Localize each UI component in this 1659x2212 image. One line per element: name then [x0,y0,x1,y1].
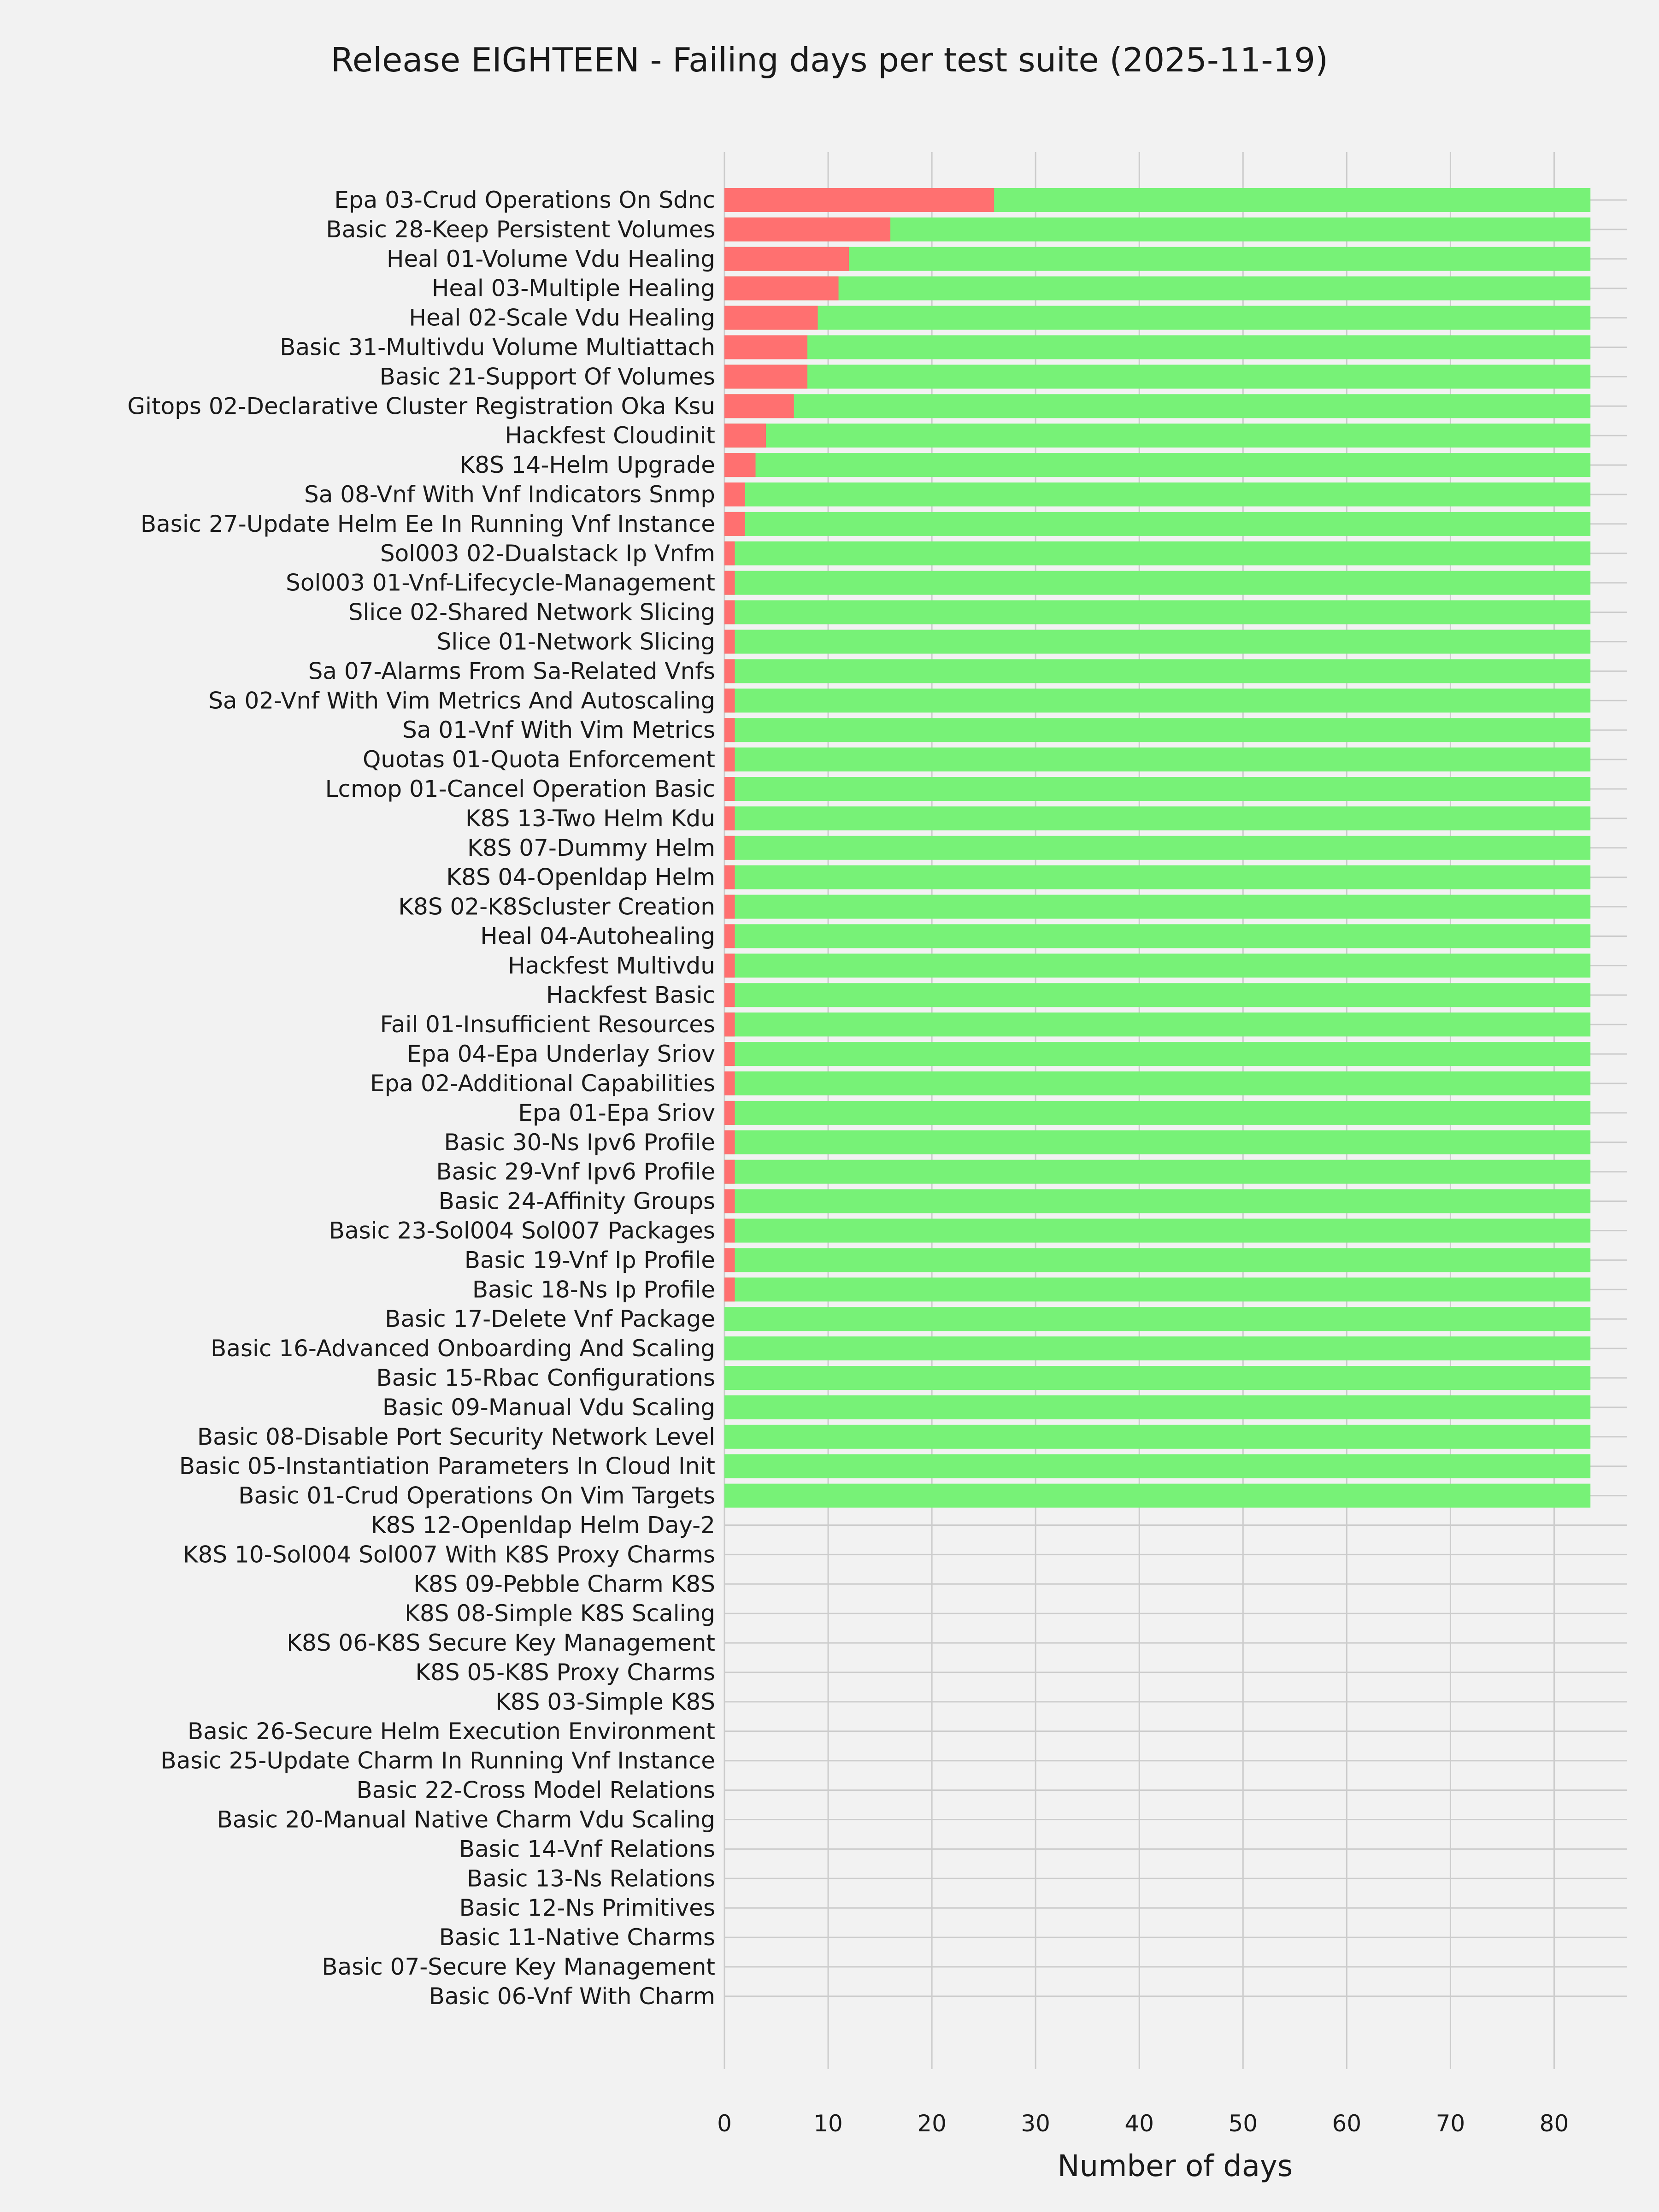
category-label: Basic 19-Vnf Ip Profile [464,1247,715,1274]
category-label: Basic 26-Secure Helm Execution Environment [187,1718,715,1745]
category-label: K8S 05-K8S Proxy Charms [415,1659,715,1686]
category-label: K8S 13-Two Helm Kdu [465,805,715,832]
bar-failing [724,335,807,359]
x-tick-label: 50 [1228,2110,1258,2137]
x-tick-label: 40 [1124,2110,1154,2137]
bar-failing [724,571,735,595]
bar-passing [724,630,1590,654]
bar-failing [724,630,735,654]
bar-failing [724,306,818,330]
bar-passing [724,1160,1590,1184]
category-label: Basic 25-Update Charm In Running Vnf Instance [160,1747,715,1774]
category-label: Hackfest Multivdu [508,952,715,979]
x-tick-label: 10 [813,2110,843,2137]
bar-failing [724,1012,735,1036]
category-label: Heal 02-Scale Vdu Healing [409,304,715,331]
bar-failing [724,1248,735,1272]
bar-failing [724,1042,735,1066]
category-label: K8S 04-Openldap Helm [446,864,715,891]
category-label: Basic 17-Delete Vnf Package [385,1306,715,1333]
category-label: Basic 01-Crud Operations On Vim Targets [238,1482,715,1509]
bar-passing [724,1366,1590,1390]
category-label: Hackfest Basic [546,982,715,1009]
category-label: Epa 04-Epa Underlay Sriov [406,1041,715,1068]
bar-failing [724,1219,735,1243]
bar-failing [724,600,735,624]
bar-passing [724,688,1590,712]
category-label: Fail 01-Insufficient Resources [380,1011,715,1038]
category-label: Gitops 02-Declarative Cluster Registration Oka Ksu [127,393,715,420]
category-label: Basic 18-Ns Ip Profile [472,1276,715,1303]
category-label: Basic 11-Native Charms [439,1924,715,1951]
bar-passing [724,335,1590,359]
category-label: K8S 08-Simple K8S Scaling [405,1600,715,1627]
category-label: Basic 06-Vnf With Charm [429,1983,715,2010]
bar-passing [724,1189,1590,1213]
bar-failing [724,188,994,212]
bar-passing [724,1454,1590,1478]
bar-failing [724,983,735,1007]
category-label: Sa 07-Alarms From Sa-Related Vnfs [308,658,715,685]
bar-failing [724,924,735,948]
category-label: Basic 24-Affinity Groups [438,1188,715,1215]
category-label: K8S 03-Simple K8S [495,1688,715,1715]
category-label: Basic 12-Ns Primitives [459,1894,715,1922]
bar-failing [724,659,735,683]
category-label: Basic 27-Update Helm Ee In Running Vnf Instance [140,510,715,537]
category-label: Basic 09-Manual Vdu Scaling [382,1394,715,1421]
category-label: K8S 14-Helm Upgrade [459,452,715,479]
bar-failing [724,394,794,418]
category-label: K8S 07-Dummy Helm [467,834,715,861]
category-label: Heal 01-Volume Vdu Healing [386,245,715,272]
bar-passing [724,571,1590,595]
bar-passing [724,895,1590,919]
bar-passing [724,1130,1590,1154]
bar-failing [724,836,735,860]
x-tick-label: 60 [1332,2110,1362,2137]
category-label: Slice 02-Shared Network Slicing [348,599,715,626]
x-axis-label: Number of days [1057,2149,1293,2183]
bar-passing [724,365,1590,388]
bar-passing [724,247,1590,271]
category-label: Basic 23-Sol004 Sol007 Packages [329,1217,715,1244]
x-tick-label: 0 [717,2110,732,2137]
bar-passing [724,394,1590,418]
chart-title: Release EIGHTEEN - Failing days per test suite (2025-11-19) [330,41,1329,79]
bar-passing [724,1248,1590,1272]
bar-failing [724,1101,735,1125]
bar-passing [724,924,1590,948]
category-label: Hackfest Cloudinit [505,422,715,449]
bar-failing [724,482,745,506]
bar-failing [724,865,735,889]
bar-passing [724,600,1590,624]
category-label: Sa 01-Vnf With Vim Metrics [402,717,715,744]
bar-passing [724,482,1590,506]
bar-passing [724,1219,1590,1243]
bar-passing [724,747,1590,771]
category-label: Sol003 01-Vnf-Lifecycle-Management [286,569,715,596]
category-label: Epa 01-Epa Sriov [518,1099,715,1126]
bar-passing [724,424,1590,447]
bar-passing [724,836,1590,860]
bar-failing [724,1160,735,1184]
bar-failing [724,953,735,977]
category-label: Basic 22-Cross Model Relations [356,1777,715,1804]
bar-passing [724,1042,1590,1066]
category-label: K8S 09-Pebble Charm K8S [413,1571,715,1598]
bar-failing [724,453,756,477]
bar-passing [724,1101,1590,1125]
bar-failing [724,688,735,712]
category-label: Heal 04-Autohealing [480,923,715,950]
category-label: Sa 02-Vnf With Vim Metrics And Autoscaling [208,687,715,714]
bar-failing [724,365,807,388]
category-label: Epa 02-Additional Capabilities [370,1070,715,1097]
bar-passing [724,1336,1590,1360]
bar-passing [724,1395,1590,1419]
bar-passing [724,1484,1590,1508]
bar-passing [724,1071,1590,1095]
category-label: Basic 21-Support Of Volumes [379,363,715,390]
category-label: K8S 12-Openldap Helm Day-2 [371,1512,715,1539]
bar-failing [724,895,735,919]
category-label: Basic 29-Vnf Ipv6 Profile [436,1158,715,1185]
bar-passing [724,541,1590,565]
category-label: Basic 05-Instantiation Parameters In Cloud Init [179,1453,715,1480]
bar-passing [724,865,1590,889]
bar-passing [724,983,1590,1007]
category-label: Basic 07-Secure Key Management [322,1953,715,1980]
bar-failing [724,424,766,447]
bar-failing [724,1071,735,1095]
bar-passing [724,953,1590,977]
category-label: Slice 01-Network Slicing [436,628,715,655]
bar-passing [724,1012,1590,1036]
x-tick-label: 20 [917,2110,947,2137]
category-label: Sol003 02-Dualstack Ip Vnfm [380,540,715,567]
category-label: K8S 02-K8Scluster Creation [398,893,715,920]
category-label: Basic 16-Advanced Onboarding And Scaling [211,1335,715,1362]
bar-passing [724,806,1590,830]
category-label: Quotas 01-Quota Enforcement [362,746,715,773]
bar-passing [724,453,1590,477]
category-label: Heal 03-Multiple Healing [431,275,715,302]
bar-passing [724,1425,1590,1449]
bar-passing [724,512,1590,536]
category-label: Basic 30-Ns Ipv6 Profile [444,1129,715,1156]
bar-failing [724,777,735,801]
category-label: Sa 08-Vnf With Vnf Indicators Snmp [304,481,715,508]
bar-passing [724,1307,1590,1331]
category-label: Lcmop 01-Cancel Operation Basic [325,776,715,802]
category-label: Basic 20-Manual Native Charm Vdu Scaling [217,1806,715,1833]
category-label: Basic 28-Keep Persistent Volumes [326,216,715,243]
category-label: K8S 10-Sol004 Sol007 With K8S Proxy Charms [182,1541,715,1568]
bar-passing [724,659,1590,683]
bar-failing [724,1130,735,1154]
bar-failing [724,1277,735,1301]
category-label: K8S 06-K8S Secure Key Management [287,1630,715,1657]
bar-failing [724,806,735,830]
category-label: Basic 13-Ns Relations [467,1865,715,1892]
category-label: Basic 15-Rbac Configurations [376,1365,715,1391]
bar-failing [724,718,735,742]
bar-failing [724,541,735,565]
bar-failing [724,1189,735,1213]
bar-failing [724,276,839,300]
category-label: Basic 31-Multivdu Volume Multiattach [280,334,715,361]
x-tick-label: 30 [1021,2110,1050,2137]
category-label: Epa 03-Crud Operations On Sdnc [334,187,715,213]
bar-failing [724,247,849,271]
category-label: Basic 14-Vnf Relations [459,1835,715,1863]
bar-passing [724,718,1590,742]
category-label: Basic 08-Disable Port Security Network Level [197,1423,715,1450]
bar-passing [724,306,1590,330]
x-tick-label: 80 [1539,2110,1569,2137]
x-tick-label: 70 [1435,2110,1465,2137]
bar-failing [724,512,745,536]
bar-passing [724,1277,1590,1301]
bar-passing [724,777,1590,801]
bar-failing [724,218,890,241]
bar-failing [724,747,735,771]
bar-passing [724,276,1590,300]
bar-layer [724,188,1590,1508]
